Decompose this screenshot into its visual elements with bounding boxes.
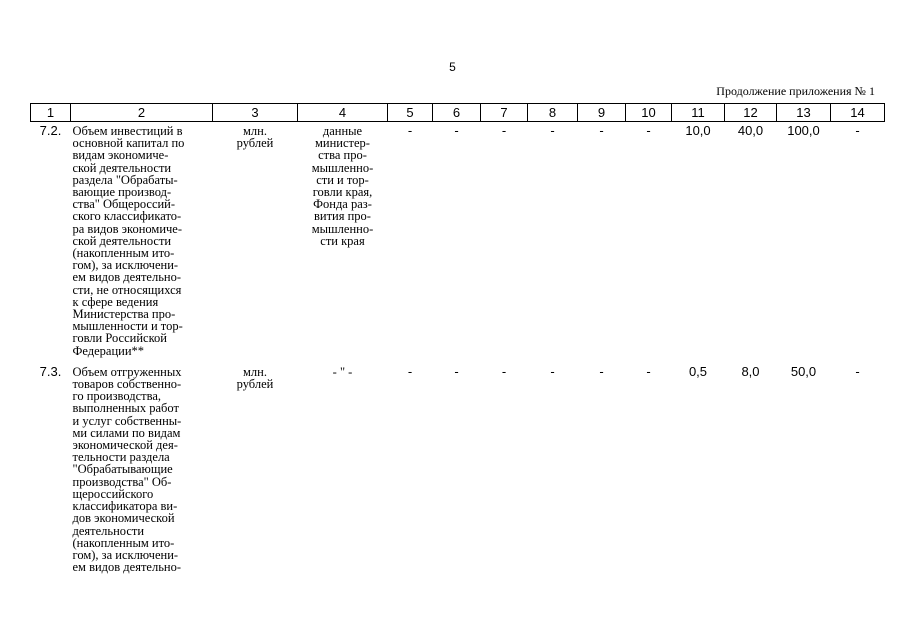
- value-cell: -: [855, 123, 860, 138]
- page-number: 5: [449, 60, 456, 74]
- table-row: [31, 122, 885, 363]
- indicator-name: Объем отгруженных товаров собственно- го производства, выполненных работ и услуг собственны- ми силами по видам экономической дея- тельности раздела "Обрабатывающие производства" Об- щероссийского классификатора ви- дов экономической деятельности (накопленным ито- гом), за исключени- ем видов деятельно-: [72, 364, 182, 575]
- table-row: [31, 363, 885, 579]
- value-cell: -: [454, 363, 459, 379]
- value-cell: 50,0: [790, 363, 817, 379]
- value-cell: -: [407, 123, 413, 138]
- column-number-header: 11: [672, 104, 725, 122]
- column-number-header: 3: [213, 104, 298, 122]
- value-cell: -: [646, 363, 651, 379]
- column-number-header: 1: [31, 104, 71, 122]
- value-cell: -: [501, 363, 507, 379]
- value-cell: -: [501, 123, 507, 138]
- column-number-header: 13: [777, 104, 831, 122]
- column-number-header: 10: [626, 104, 672, 122]
- column-number-header: 7: [481, 104, 528, 122]
- column-number-header: 4: [298, 104, 388, 122]
- value-cell: -: [855, 363, 860, 379]
- value-cell: -: [550, 363, 555, 379]
- row-code: 7.2.: [39, 123, 62, 138]
- indicators-table: [30, 103, 885, 579]
- data-source: данные министер- ства про- мышленно- сти и тор- говли края, Фонда раз- вития про- мышленно- сти края: [311, 124, 374, 248]
- value-cell: -: [550, 123, 555, 138]
- value-cell: -: [407, 363, 413, 379]
- value-cell: 100,0: [787, 123, 820, 138]
- value-cell: 8,0: [741, 363, 760, 379]
- column-number-header: 8: [528, 104, 578, 122]
- unit-of-measure: млн. рублей: [236, 124, 274, 151]
- column-number-header: 6: [433, 104, 481, 122]
- column-number-header: 5: [388, 104, 433, 122]
- value-cell: 40,0: [737, 123, 764, 138]
- unit-of-measure: млн. рублей: [236, 364, 274, 392]
- column-number-header: 2: [71, 104, 213, 122]
- indicator-name: Объем инвестиций в основной капитал по видам экономиче- ской деятельности раздела "Обрабаты- вающие производ- ства" Общероссий- ского классификато- ра видов экономиче- ской деятельности (накопленным ито- гом), за исключени- ем видов деятельно- сти, не относящихся к сфере ведения Министерства про- мышленности и тор- говли Российской Федерации**: [72, 124, 185, 358]
- value-cell: -: [599, 123, 604, 138]
- appendix-continuation-note: Продолжение приложения № 1: [716, 84, 875, 98]
- value-cell: -: [646, 123, 651, 138]
- data-source: - " -: [332, 364, 353, 379]
- column-number-header: 14: [831, 104, 885, 122]
- value-cell: -: [454, 123, 459, 138]
- column-number-header: 12: [725, 104, 777, 122]
- column-number-row: [31, 104, 885, 122]
- value-cell: 0,5: [688, 363, 708, 379]
- column-number-header: 9: [578, 104, 626, 122]
- value-cell: 10,0: [685, 123, 711, 138]
- value-cell: -: [599, 363, 604, 379]
- row-code: 7.3.: [39, 363, 62, 379]
